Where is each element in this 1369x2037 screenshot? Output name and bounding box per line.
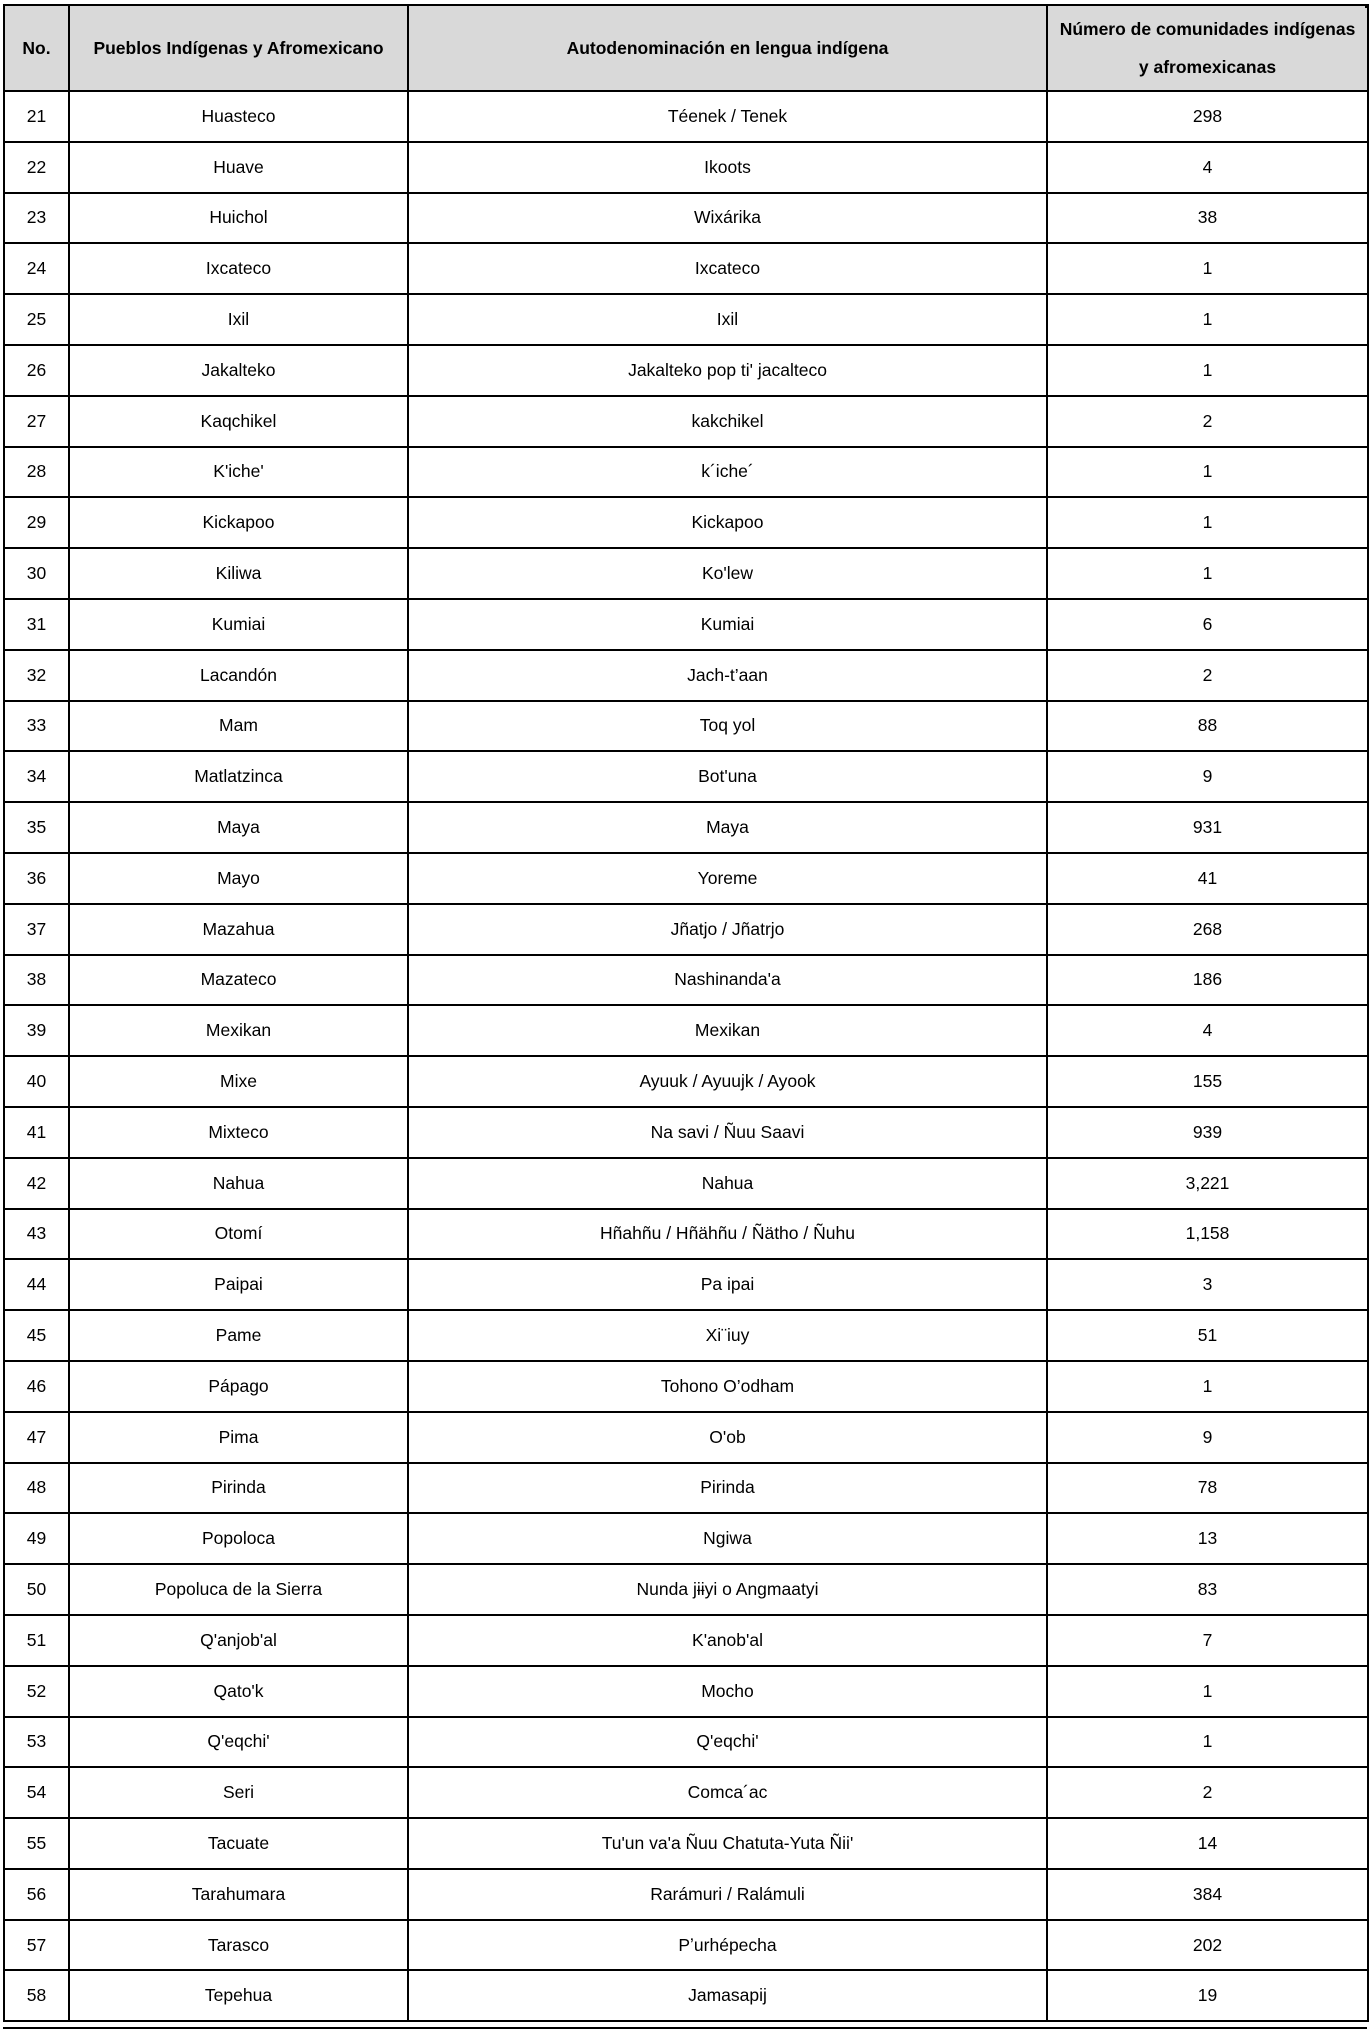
cell-comunidades: 939 [1047,1107,1368,1158]
cell-pueblo: Kickapoo [69,497,408,548]
cell-no: 48 [4,1463,69,1514]
cell-no: 26 [4,345,69,396]
cell-autodenominacion: Ayuuk / Ayuujk / Ayook [408,1056,1047,1107]
cell-no: 29 [4,497,69,548]
table-row [4,1920,1368,1971]
table-row [4,345,1368,396]
cell-no: 47 [4,1412,69,1463]
header-row [4,5,1368,91]
cell-comunidades: 78 [1047,1463,1368,1514]
cell-autodenominacion: K'anob'al [408,1615,1047,1666]
cell-autodenominacion: O'ob [408,1412,1047,1463]
cell-comunidades: 1 [1047,243,1368,294]
table-row [4,904,1368,955]
cell-comunidades: 1 [1047,1361,1368,1412]
table-row [4,1056,1368,1107]
table-row [4,802,1368,853]
cell-autodenominacion: Jñatjo / Jñatrjo [408,904,1047,955]
cell-no: 33 [4,701,69,752]
table-row [4,751,1368,802]
table-row [4,853,1368,904]
cell-pueblo: Popoloca [69,1513,408,1564]
cell-autodenominacion: Na savi / Ñuu Saavi [408,1107,1047,1158]
cell-autodenominacion: Nahua [408,1158,1047,1209]
cell-autodenominacion: kakchikel [408,396,1047,447]
cell-comunidades: 186 [1047,955,1368,1006]
cell-autodenominacion: Xi¨iuy [408,1310,1047,1361]
cell-pueblo: Q'anjob'al [69,1615,408,1666]
cell-pueblo: Kiliwa [69,548,408,599]
table-row [4,243,1368,294]
cell-pueblo: Pame [69,1310,408,1361]
cell-pueblo: Jakalteko [69,345,408,396]
cell-comunidades: 7 [1047,1615,1368,1666]
cell-comunidades: 931 [1047,802,1368,853]
border-stub [407,4,409,8]
column-header-autodenominacion: Autodenominación en lengua indígena [408,5,1047,91]
cell-pueblo: Pima [69,1412,408,1463]
cell-autodenominacion: Toq yol [408,701,1047,752]
cell-pueblo: Mexikan [69,1005,408,1056]
cell-comunidades: 9 [1047,751,1368,802]
cell-no: 30 [4,548,69,599]
column-header-numero: Número de comunidades indígenas y afromexicanas [1047,5,1368,91]
cell-pueblo: Mazahua [69,904,408,955]
cell-no: 28 [4,447,69,498]
cell-comunidades: 51 [1047,1310,1368,1361]
cell-autodenominacion: Nunda jɨɨyi o Angmaatyi [408,1564,1047,1615]
cell-autodenominacion: Pirinda [408,1463,1047,1514]
cell-pueblo: Mixe [69,1056,408,1107]
table-row [4,1717,1368,1768]
table-row [4,599,1368,650]
cell-pueblo: Otomí [69,1209,408,1260]
column-header-pueblos: Pueblos Indígenas y Afromexicano [69,5,408,91]
cell-autodenominacion: Hñahñu / Hñähñu / Ñätho / Ñuhu [408,1209,1047,1260]
cell-no: 55 [4,1818,69,1869]
cell-comunidades: 1 [1047,447,1368,498]
cell-autodenominacion: Mocho [408,1666,1047,1717]
cell-comunidades: 19 [1047,1970,1368,2021]
cell-comunidades: 2 [1047,650,1368,701]
cell-autodenominacion: Ikoots [408,142,1047,193]
cell-pueblo: Mixteco [69,1107,408,1158]
table-row [4,1463,1368,1514]
table-row [4,1361,1368,1412]
table-row [4,1513,1368,1564]
table-row [4,1412,1368,1463]
cell-autodenominacion: Comca´ac [408,1767,1047,1818]
cell-autodenominacion: Yoreme [408,853,1047,904]
cell-comunidades: 4 [1047,1005,1368,1056]
cell-comunidades: 155 [1047,1056,1368,1107]
cell-comunidades: 268 [1047,904,1368,955]
document-page [0,4,1369,2037]
table-row [4,1767,1368,1818]
cell-comunidades: 1 [1047,345,1368,396]
table-row [4,955,1368,1006]
border-stub [3,4,5,8]
cell-autodenominacion: Tu'un va'a Ñuu Chatuta-Yuta Ñii' [408,1818,1047,1869]
table-row [4,650,1368,701]
border-stub [1046,4,1048,8]
table-body [4,91,1368,2021]
cell-pueblo: Pápago [69,1361,408,1412]
table-row [4,396,1368,447]
table-row [4,1107,1368,1158]
table-row [4,294,1368,345]
cell-autodenominacion: Ko'lew [408,548,1047,599]
cell-pueblo: Ixil [69,294,408,345]
cell-pueblo: Q'eqchi' [69,1717,408,1768]
cell-comunidades: 298 [1047,91,1368,142]
cell-comunidades: 14 [1047,1818,1368,1869]
cell-no: 32 [4,650,69,701]
cell-no: 21 [4,91,69,142]
cell-autodenominacion: Kumiai [408,599,1047,650]
cell-pueblo: Qato'k [69,1666,408,1717]
cell-comunidades: 4 [1047,142,1368,193]
cell-no: 22 [4,142,69,193]
cell-autodenominacion: Mexikan [408,1005,1047,1056]
pueblos-indigenas-table [3,4,1369,2022]
cell-comunidades: 1,158 [1047,1209,1368,1260]
cell-pueblo: Matlatzinca [69,751,408,802]
cell-no: 58 [4,1970,69,2021]
cell-pueblo: Tacuate [69,1818,408,1869]
cell-comunidades: 1 [1047,1666,1368,1717]
cell-comunidades: 1 [1047,294,1368,345]
cell-autodenominacion: Tohono O’odham [408,1361,1047,1412]
cell-no: 36 [4,853,69,904]
cell-pueblo: Kumiai [69,599,408,650]
border-stub [68,4,70,8]
border-stub [1365,4,1367,8]
table-row [4,1869,1368,1920]
table-row [4,193,1368,244]
cell-no: 24 [4,243,69,294]
cell-no: 54 [4,1767,69,1818]
table-row [4,1666,1368,1717]
cell-autodenominacion: Jamasapij [408,1970,1047,2021]
cell-autodenominacion: Maya [408,802,1047,853]
table-row [4,1209,1368,1260]
cell-autodenominacion: Jakalteko pop ti' jacalteco [408,345,1047,396]
cell-no: 31 [4,599,69,650]
cell-autodenominacion: Bot'una [408,751,1047,802]
cell-autodenominacion: Ngiwa [408,1513,1047,1564]
cell-pueblo: Paipai [69,1259,408,1310]
table-row [4,1818,1368,1869]
cell-no: 50 [4,1564,69,1615]
cell-no: 23 [4,193,69,244]
cell-pueblo: Seri [69,1767,408,1818]
cell-comunidades: 1 [1047,1717,1368,1768]
cell-no: 40 [4,1056,69,1107]
cell-no: 44 [4,1259,69,1310]
cell-comunidades: 3,221 [1047,1158,1368,1209]
cell-autodenominacion: Pʼurhépecha [408,1920,1047,1971]
cell-pueblo: Tepehua [69,1970,408,2021]
cell-comunidades: 6 [1047,599,1368,650]
cell-autodenominacion: Jach-t’aan [408,650,1047,701]
previous-row-border-stubs [0,4,1369,8]
table-row [4,1564,1368,1615]
cell-pueblo: Lacandón [69,650,408,701]
cell-no: 43 [4,1209,69,1260]
cell-pueblo: Huasteco [69,91,408,142]
table-row [4,1158,1368,1209]
cell-pueblo: Mam [69,701,408,752]
table-row [4,91,1368,142]
cell-no: 53 [4,1717,69,1768]
cell-autodenominacion: k´iche´ [408,447,1047,498]
cell-no: 39 [4,1005,69,1056]
cell-comunidades: 384 [1047,1869,1368,1920]
cell-no: 41 [4,1107,69,1158]
cell-no: 49 [4,1513,69,1564]
cell-comunidades: 1 [1047,497,1368,548]
cell-comunidades: 83 [1047,1564,1368,1615]
cell-pueblo: Popoluca de la Sierra [69,1564,408,1615]
cell-no: 57 [4,1920,69,1971]
cell-autodenominacion: Q'eqchi' [408,1717,1047,1768]
table-row [4,1005,1368,1056]
cell-comunidades: 202 [1047,1920,1368,1971]
cell-pueblo: Maya [69,802,408,853]
cell-no: 46 [4,1361,69,1412]
cell-pueblo: Mayo [69,853,408,904]
cell-comunidades: 88 [1047,701,1368,752]
table-row [4,1310,1368,1361]
cell-comunidades: 38 [1047,193,1368,244]
cell-comunidades: 1 [1047,548,1368,599]
cell-autodenominacion: Rarámuri / Ralámuli [408,1869,1047,1920]
table-row [4,1615,1368,1666]
cell-autodenominacion: Pa ipai [408,1259,1047,1310]
cell-comunidades: 2 [1047,1767,1368,1818]
table-row [4,1970,1368,2021]
cell-no: 34 [4,751,69,802]
cell-no: 27 [4,396,69,447]
cell-no: 35 [4,802,69,853]
cell-pueblo: Tarasco [69,1920,408,1971]
cell-pueblo: Mazateco [69,955,408,1006]
cell-comunidades: 2 [1047,396,1368,447]
cell-pueblo: Pirinda [69,1463,408,1514]
cell-no: 52 [4,1666,69,1717]
next-row-top-border [3,2027,1367,2029]
column-header-no: No. [4,5,69,91]
cell-autodenominacion: Ixcateco [408,243,1047,294]
cell-autodenominacion: Kickapoo [408,497,1047,548]
cell-comunidades: 13 [1047,1513,1368,1564]
cell-pueblo: Kaqchikel [69,396,408,447]
table-row [4,1259,1368,1310]
cell-autodenominacion: Ixil [408,294,1047,345]
cell-no: 51 [4,1615,69,1666]
cell-pueblo: Huave [69,142,408,193]
cell-no: 56 [4,1869,69,1920]
table-row [4,701,1368,752]
cell-no: 42 [4,1158,69,1209]
cell-pueblo: K'iche' [69,447,408,498]
cell-pueblo: Ixcateco [69,243,408,294]
cell-pueblo: Tarahumara [69,1869,408,1920]
table-row [4,142,1368,193]
cell-autodenominacion: Téenek / Tenek [408,91,1047,142]
cell-no: 37 [4,904,69,955]
cell-autodenominacion: Wixárika [408,193,1047,244]
cell-comunidades: 9 [1047,1412,1368,1463]
cell-comunidades: 3 [1047,1259,1368,1310]
cell-pueblo: Huichol [69,193,408,244]
cell-no: 25 [4,294,69,345]
cell-pueblo: Nahua [69,1158,408,1209]
cell-autodenominacion: Nashinanda'a [408,955,1047,1006]
table-row [4,447,1368,498]
cell-no: 45 [4,1310,69,1361]
table-row [4,497,1368,548]
cell-comunidades: 41 [1047,853,1368,904]
cell-no: 38 [4,955,69,1006]
table-row [4,548,1368,599]
